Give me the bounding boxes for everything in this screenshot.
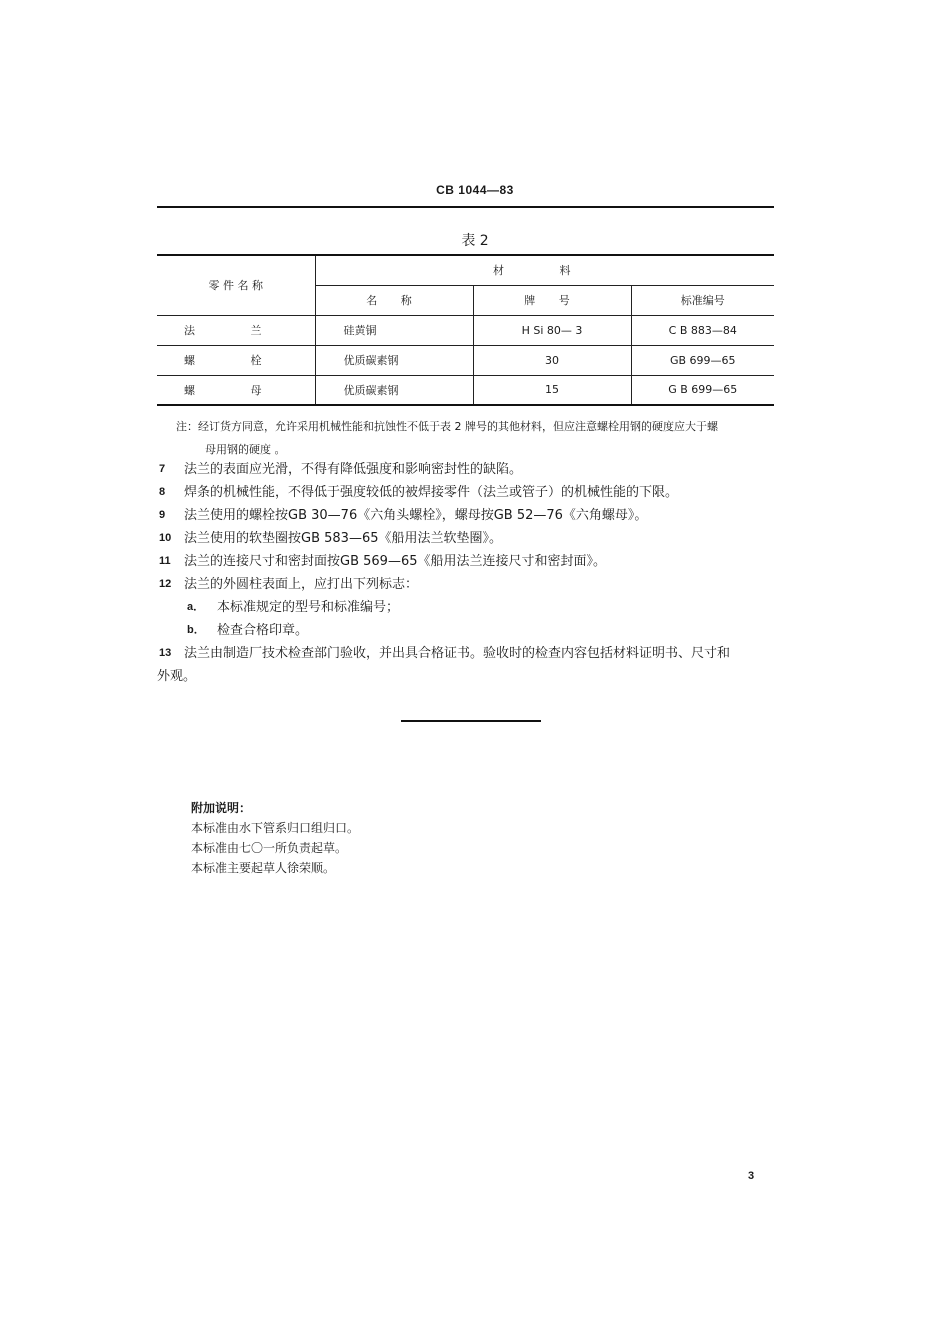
document-code-header: CB 1044—83 xyxy=(436,183,514,197)
material-table xyxy=(157,254,774,406)
cell-grade: H Si 80— 3 xyxy=(473,315,631,345)
subclause-b xyxy=(157,619,782,642)
subclause-text: 检查合格印章。 xyxy=(217,623,309,638)
note-line-2: 母用钢的硬度 。 xyxy=(205,443,286,456)
clause-number: 7 xyxy=(159,463,166,475)
subclause-label: b． xyxy=(187,624,205,636)
cell-standard: GB 699—65 xyxy=(631,345,774,375)
cell-part: 法 兰 xyxy=(157,315,315,345)
clause-number: 13 xyxy=(159,647,172,659)
header-part-name: 零 件 名 称 xyxy=(157,255,315,315)
addendum-title: 附加说明： xyxy=(191,801,252,815)
cell-material-name: 优质碳素钢 xyxy=(315,345,473,375)
subclause-text: 本标准规定的型号和标准编号； xyxy=(217,600,400,615)
clause-text: 焊条的机械性能，不得低于强度较低的被焊接零件（法兰或管子）的机械性能的下限。 xyxy=(184,485,679,500)
clause-7 xyxy=(157,458,782,481)
clause-text-line-2: 外观。 xyxy=(157,669,197,684)
clause-12 xyxy=(157,573,782,596)
page-number: 3 xyxy=(748,1170,755,1182)
header-rule xyxy=(157,206,774,208)
cell-part: 螺 栓 xyxy=(157,345,315,375)
subclause-label: a． xyxy=(187,601,205,613)
clause-number: 10 xyxy=(159,532,172,544)
cell-grade: 30 xyxy=(473,345,631,375)
clause-text: 法兰使用的螺栓按GB 30—76《六角头螺栓》，螺母按GB 52—76《六角螺母》。 xyxy=(184,508,648,523)
clause-text: 法兰的连接尺寸和密封面按GB 569—65《船用法兰连接尺寸和密封面》。 xyxy=(184,554,606,569)
clause-number: 9 xyxy=(159,509,166,521)
table-row xyxy=(157,375,774,405)
cell-standard: G B 699—65 xyxy=(631,375,774,405)
header-material: 材 料 xyxy=(315,255,774,285)
clause-8 xyxy=(157,481,782,504)
clause-11 xyxy=(157,550,782,573)
cell-grade: 15 xyxy=(473,375,631,405)
cell-material-name: 优质碳素钢 xyxy=(315,375,473,405)
clause-text-line-1: 法兰由制造厂技术检查部门验收，并出具合格证书。验收时的检查内容包括材料证明书、尺寸和 xyxy=(184,646,731,661)
cell-part: 螺 母 xyxy=(184,383,288,397)
header-sub-grade: 牌 号 xyxy=(473,285,631,315)
clause-9 xyxy=(157,504,782,527)
clause-text: 法兰的表面应光滑，不得有降低强度和影响密封性的缺陷。 xyxy=(184,462,523,477)
clause-text: 法兰使用的软垫圈按GB 583—65《船用法兰软垫圈》。 xyxy=(184,531,502,546)
clause-text: 法兰的外圆柱表面上，应打出下列标志： xyxy=(184,577,419,592)
table-row xyxy=(157,315,774,345)
cell-material-name: 硅黄铜 xyxy=(315,315,473,345)
subclause-a xyxy=(157,596,782,619)
clause-number: 12 xyxy=(159,578,172,590)
end-rule xyxy=(401,720,541,722)
table-note xyxy=(176,415,776,461)
addendum-line: 本标准由七〇一所负责起草。 xyxy=(191,841,348,855)
clause-10 xyxy=(157,527,782,550)
header-sub-standard: 标准编号 xyxy=(631,285,774,315)
clause-number: 8 xyxy=(159,486,166,498)
addendum-line: 本标准由水下管系归口组归口。 xyxy=(191,821,360,835)
table-row xyxy=(157,345,774,375)
table-title: 表 2 xyxy=(461,233,489,249)
header-sub-name: 名 称 xyxy=(315,285,473,315)
note-line-1: 注：经订货方同意，允许采用机械性能和抗蚀性不低于表 2 牌号的其他材料，但应注意螺栓用钢的硬度应大于螺 xyxy=(176,420,718,433)
addendum xyxy=(191,798,359,878)
clause-number: 11 xyxy=(159,555,171,567)
clause-list xyxy=(157,458,782,688)
addendum-line: 本标准主要起草人徐荣顺。 xyxy=(191,861,336,875)
clause-13 xyxy=(157,642,782,688)
cell-standard: C B 883—84 xyxy=(631,315,774,345)
